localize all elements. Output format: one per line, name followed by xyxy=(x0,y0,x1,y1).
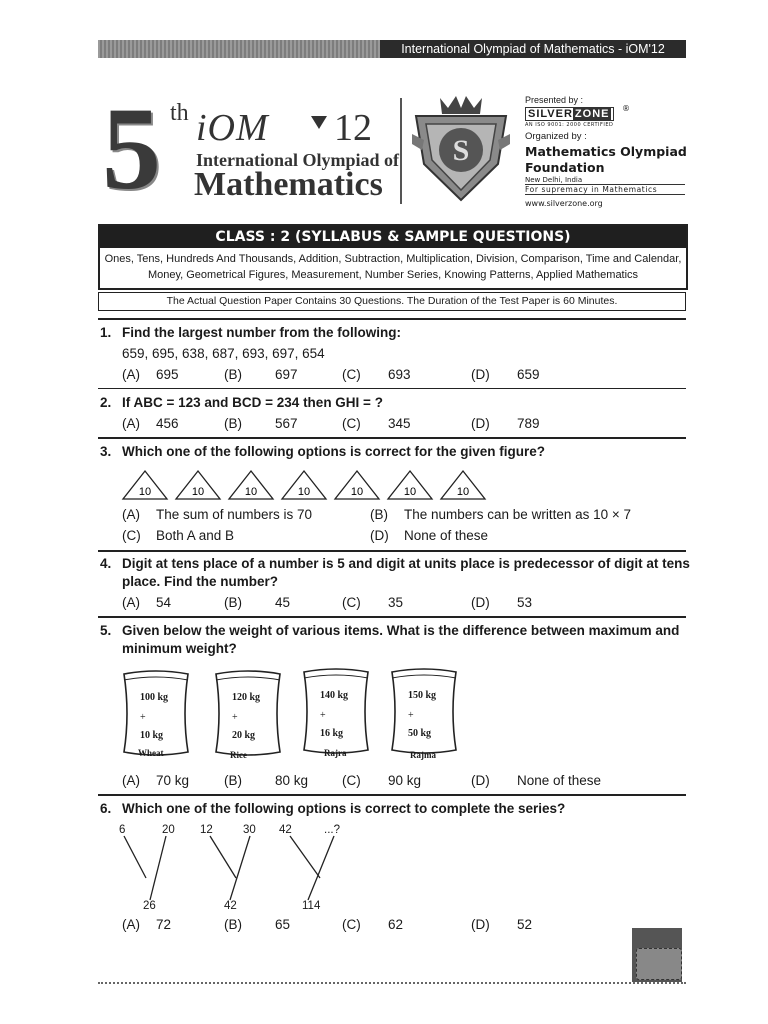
logo-iom: iOM xyxy=(196,107,269,149)
logo-divider xyxy=(400,98,402,204)
question-text: Find the largest number from the following: xyxy=(122,325,401,340)
triangle-icon xyxy=(311,116,327,129)
option-key: (D) xyxy=(471,773,490,788)
series-left: 42 xyxy=(279,824,292,836)
option-key: (B) xyxy=(224,367,242,382)
page-corner-inset xyxy=(636,948,682,980)
option-value: 695 xyxy=(156,367,179,382)
triangle-value: 10 xyxy=(297,486,311,498)
exam-note: The Actual Question Paper Contains 30 Questions. The Duration of the Test Paper is 60 Minutes. xyxy=(98,292,686,311)
sack-weight: 140 kg xyxy=(320,690,349,701)
option-value: 80 kg xyxy=(275,773,309,788)
plus-sign: + xyxy=(408,710,414,721)
question-number: 3. xyxy=(100,444,112,459)
sack-label: Wheat xyxy=(138,748,164,758)
question-number: 5. xyxy=(100,623,112,638)
question-text: Given below the weight of various items. What is the difference between maximum and xyxy=(122,623,680,638)
silver-text: SILVER xyxy=(528,108,573,120)
option-key: (C) xyxy=(342,773,361,788)
option-key: (C) xyxy=(122,528,141,543)
series-right: 20 xyxy=(162,824,175,836)
zone-text: ZONE xyxy=(574,108,610,120)
class-title: CLASS : 2 (SYLLABUS & SAMPLE QUESTIONS) xyxy=(100,226,686,248)
registered-mark: ® xyxy=(622,104,630,113)
triangle-value: 10 xyxy=(191,486,205,498)
triangle-figure xyxy=(174,469,222,501)
triangle-value: 10 xyxy=(403,486,417,498)
sack-weight: 20 kg xyxy=(232,730,256,741)
option-value: The numbers can be written as 10 × 7 xyxy=(404,507,632,522)
option-key: (D) xyxy=(471,595,490,610)
question-number: 6. xyxy=(100,801,112,816)
option-value: 35 xyxy=(388,595,404,610)
org-name-line2: Foundation xyxy=(525,160,605,175)
option-value: 567 xyxy=(275,416,298,431)
option-value: 345 xyxy=(388,416,411,431)
syllabus-text: Ones, Tens, Hundreds And Thousands, Addition, Subtraction, Multiplication, Division, Comparison, Time and Calendar, Money, Geometrical Figures, Measurement, Number Series, Knowing Patterns, Applied Mathematics xyxy=(104,253,682,281)
option-value: 62 xyxy=(388,917,404,932)
triangle-figure xyxy=(227,469,275,501)
organized-by-label: Organized by : xyxy=(525,131,587,142)
sack-figure xyxy=(120,668,192,760)
divider xyxy=(98,794,686,796)
option-value: None of these xyxy=(404,528,489,543)
option-key: (B) xyxy=(224,595,242,610)
option-key: (A) xyxy=(122,416,140,431)
option-key: (A) xyxy=(122,917,140,932)
logo-year: 12 xyxy=(334,107,372,149)
plus-sign: + xyxy=(140,712,146,723)
option-key: (B) xyxy=(224,416,242,431)
plus-sign: + xyxy=(232,712,238,723)
option-key: (A) xyxy=(122,507,140,522)
bottom-dotted-rule xyxy=(98,982,686,984)
option-key: (A) xyxy=(122,367,140,382)
question-text: place. Find the number? xyxy=(122,574,279,589)
option-value: 52 xyxy=(517,917,533,932)
divider xyxy=(98,318,686,320)
option-value: 456 xyxy=(156,416,179,431)
silverzone-logo xyxy=(525,107,614,121)
sack-label: Rajma xyxy=(410,750,436,760)
syllabus-box xyxy=(98,224,688,290)
triangle-value: 10 xyxy=(350,486,364,498)
sack-label: Rice xyxy=(230,750,247,760)
series-bottom: 114 xyxy=(302,900,321,912)
triangle-value: 10 xyxy=(244,486,258,498)
option-key: (A) xyxy=(122,773,140,788)
option-key: (D) xyxy=(471,917,490,932)
logo-line2: Mathematics xyxy=(194,166,383,203)
option-value: Both A and B xyxy=(156,528,235,543)
logo-th: th xyxy=(170,100,189,126)
option-key: (C) xyxy=(342,367,361,382)
triangle-figure xyxy=(121,469,169,501)
option-value: The sum of numbers is 70 xyxy=(156,507,313,522)
option-value: 789 xyxy=(517,416,540,431)
series-left: 12 xyxy=(200,824,213,836)
question-text: Which one of the following options is correct for the given figure? xyxy=(122,444,546,459)
option-value: None of these xyxy=(517,773,602,788)
presented-by-label: Presented by : xyxy=(525,95,584,105)
crest-emblem-icon xyxy=(410,94,512,204)
sack-label: Rajra xyxy=(324,748,347,758)
triangle-figure xyxy=(333,469,381,501)
triangle-value: 10 xyxy=(456,486,470,498)
option-value: 54 xyxy=(156,595,172,610)
logo-five: 5 xyxy=(102,83,161,214)
sack-figure xyxy=(300,666,372,758)
sack-weight: 100 kg xyxy=(140,692,169,703)
question-text: Which one of the following options is correct to complete the series? xyxy=(122,801,566,816)
option-value: 53 xyxy=(517,595,533,610)
sack-weight: 150 kg xyxy=(408,690,437,701)
iso-text: AN ISO 9001: 2000 CERTIFIED xyxy=(525,122,614,128)
header-band xyxy=(98,40,686,58)
org-name-line1: Mathematics Olympiad xyxy=(525,144,687,159)
option-value: 693 xyxy=(388,367,411,382)
option-key: (A) xyxy=(122,595,140,610)
divider xyxy=(98,437,686,439)
header-title: International Olympiad of Mathematics - iOM'12 xyxy=(380,40,686,58)
option-key: (C) xyxy=(342,416,361,431)
option-value: 90 kg xyxy=(388,773,422,788)
option-key: (C) xyxy=(342,917,361,932)
question-text: If ABC = 123 and BCD = 234 then GHI = ? xyxy=(122,395,383,410)
plus-sign: + xyxy=(320,710,326,721)
series-right: 30 xyxy=(243,824,256,836)
sack-figure xyxy=(388,666,460,758)
logo-line1: International Olympiad of xyxy=(196,150,400,170)
option-key: (B) xyxy=(224,773,242,788)
question-text: minimum weight? xyxy=(122,641,237,656)
option-value: 659 xyxy=(517,367,540,382)
question-number: 1. xyxy=(100,325,112,340)
option-key: (C) xyxy=(342,595,361,610)
sack-weight: 50 kg xyxy=(408,728,432,739)
question-number: 2. xyxy=(100,395,112,410)
org-tagline: For supremacy in Mathematics xyxy=(525,184,685,195)
question-subtext: 659, 695, 638, 687, 693, 697, 654 xyxy=(122,346,325,361)
option-key: (D) xyxy=(471,416,490,431)
question-text: Digit at tens place of a number is 5 and digit at units place is predecessor of digit at tens xyxy=(122,556,690,571)
option-value: 72 xyxy=(156,917,172,932)
triangle-figure xyxy=(439,469,487,501)
sack-weight: 10 kg xyxy=(140,730,164,741)
org-location: New Delhi, India xyxy=(525,176,583,184)
divider xyxy=(98,616,686,618)
svg-text:S: S xyxy=(452,134,470,167)
website-link[interactable]: www.silverzone.org xyxy=(525,199,603,208)
series-left: 6 xyxy=(119,824,126,836)
sack-figure xyxy=(212,668,284,760)
series-bottom: 26 xyxy=(143,900,156,912)
option-key: (B) xyxy=(224,917,242,932)
series-right: ...? xyxy=(324,824,340,836)
option-value: 45 xyxy=(275,595,291,610)
option-value: 65 xyxy=(275,917,291,932)
series-bottom: 42 xyxy=(224,900,237,912)
sack-weight: 120 kg xyxy=(232,692,261,703)
option-key: (B) xyxy=(370,507,388,522)
question-number: 4. xyxy=(100,556,112,571)
option-value: 697 xyxy=(275,367,298,382)
option-key: (D) xyxy=(370,528,389,543)
triangle-figure xyxy=(386,469,434,501)
triangle-value: 10 xyxy=(138,486,152,498)
option-key: (D) xyxy=(471,367,490,382)
sack-weight: 16 kg xyxy=(320,728,344,739)
divider xyxy=(98,388,686,389)
divider xyxy=(98,550,686,552)
triangle-figure xyxy=(280,469,328,501)
option-value: 70 kg xyxy=(156,773,190,788)
